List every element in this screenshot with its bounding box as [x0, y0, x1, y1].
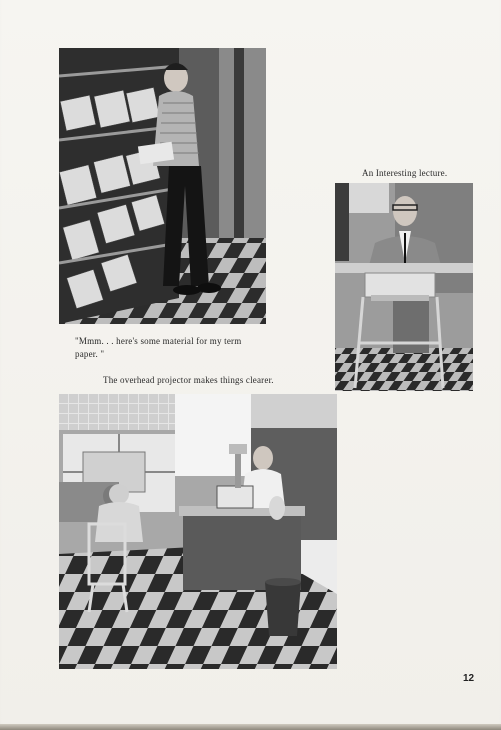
classroom-overhead-projector-photo — [59, 394, 337, 669]
page-bottom-edge — [0, 724, 501, 730]
page-number: 12 — [463, 673, 475, 684]
library-caption-line2: paper. " — [75, 349, 105, 359]
lecture-caption: An Interesting lecture. — [362, 168, 448, 178]
library-caption-line1: "Mmm. . . here's some material for my term — [75, 336, 242, 346]
library-magazine-rack-photo — [59, 48, 266, 324]
projector-caption: The overhead projector makes things clearer. — [103, 375, 274, 385]
lecturer-at-podium-photo — [335, 183, 473, 391]
